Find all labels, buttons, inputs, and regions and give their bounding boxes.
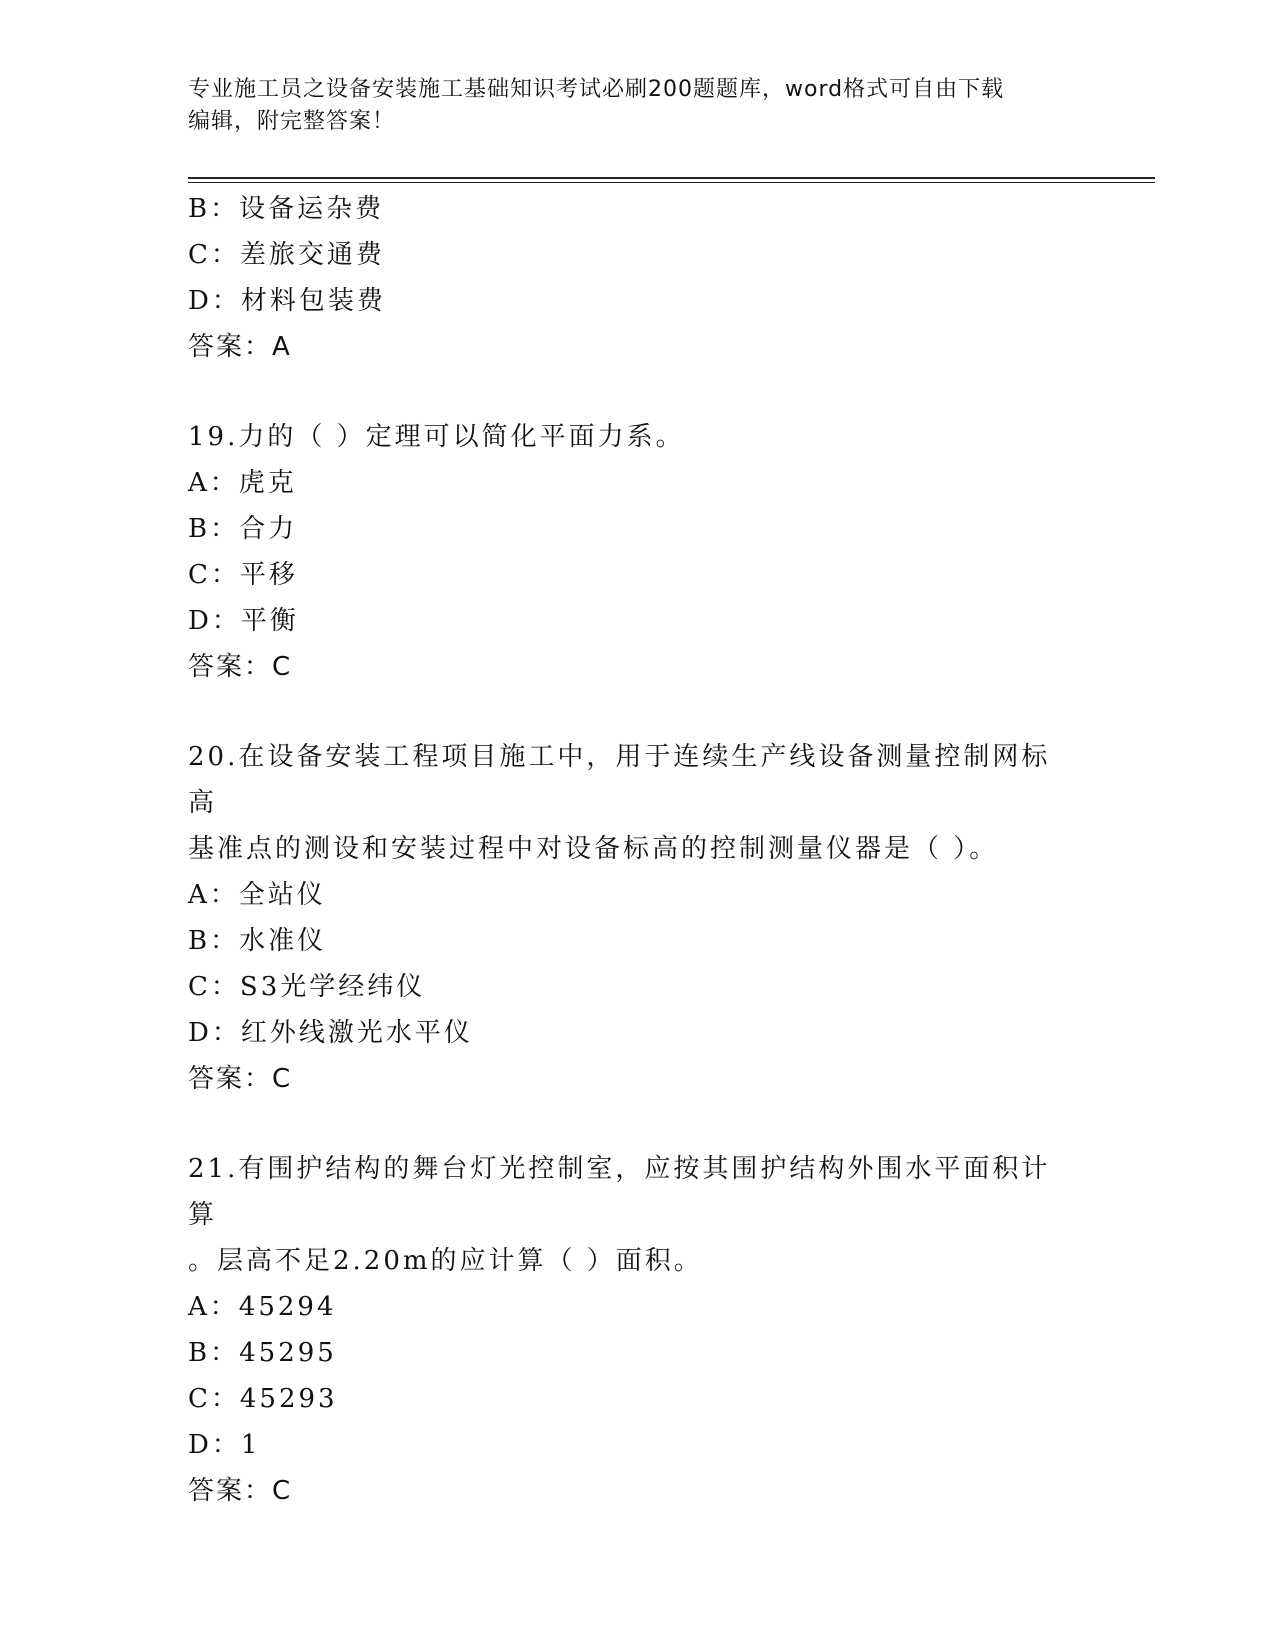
option-b: B：合力 <box>188 514 298 544</box>
spacer <box>188 370 1088 414</box>
question-stem-line-1: 20.在设备安装工程项目施工中，用于连续生产线设备测量控制网标高 <box>188 742 1051 818</box>
option-c: C：45293 <box>188 1384 338 1414</box>
spacer <box>188 690 1088 734</box>
question-19 <box>188 414 1088 690</box>
question-list <box>188 186 1088 1514</box>
option-d: D：材料包装费 <box>188 286 386 316</box>
option-d: D：平衡 <box>188 606 299 636</box>
option-a: A：全站仪 <box>188 880 326 910</box>
question-18-continued <box>188 186 1088 370</box>
header-divider-thin <box>188 182 1155 183</box>
document-header <box>188 74 1088 138</box>
answer: 答案：C <box>188 1064 293 1094</box>
question-21 <box>188 1146 1088 1514</box>
option-a: A：虎克 <box>188 468 297 498</box>
option-d: D：红外线激光水平仪 <box>188 1018 473 1048</box>
question-20 <box>188 734 1088 1102</box>
header-line-1: 专业施工员之设备安装施工基础知识考试必刷200题题库，word格式可自由下载 <box>188 77 1005 102</box>
header-divider-thick <box>188 177 1155 179</box>
question-stem-line-2: 。层高不足2.20m的应计算（ ）面积。 <box>188 1246 703 1276</box>
option-b: B：水准仪 <box>188 926 327 956</box>
question-stem-line-1: 21.有围护结构的舞台灯光控制室，应按其围护结构外围水平面积计算 <box>188 1154 1051 1230</box>
option-a: A：45294 <box>188 1292 337 1322</box>
option-c: C：S3光学经纬仪 <box>188 972 426 1002</box>
option-b: B：45295 <box>188 1338 337 1368</box>
option-d: D：1 <box>188 1430 261 1460</box>
question-stem-line-2: 基准点的测设和安装过程中对设备标高的控制测量仪器是（ ）。 <box>188 834 999 864</box>
option-c: C：平移 <box>188 560 298 590</box>
option-c: C：差旅交通费 <box>188 240 385 270</box>
header-line-2: 编辑，附完整答案！ <box>188 109 396 134</box>
answer: 答案：C <box>188 652 293 682</box>
answer: 答案：C <box>188 1476 293 1506</box>
answer: 答案：A <box>188 332 292 362</box>
option-b: B：设备运杂费 <box>188 194 385 224</box>
spacer <box>188 1102 1088 1146</box>
question-stem: 19.力的（ ）定理可以简化平面力系。 <box>188 422 685 452</box>
